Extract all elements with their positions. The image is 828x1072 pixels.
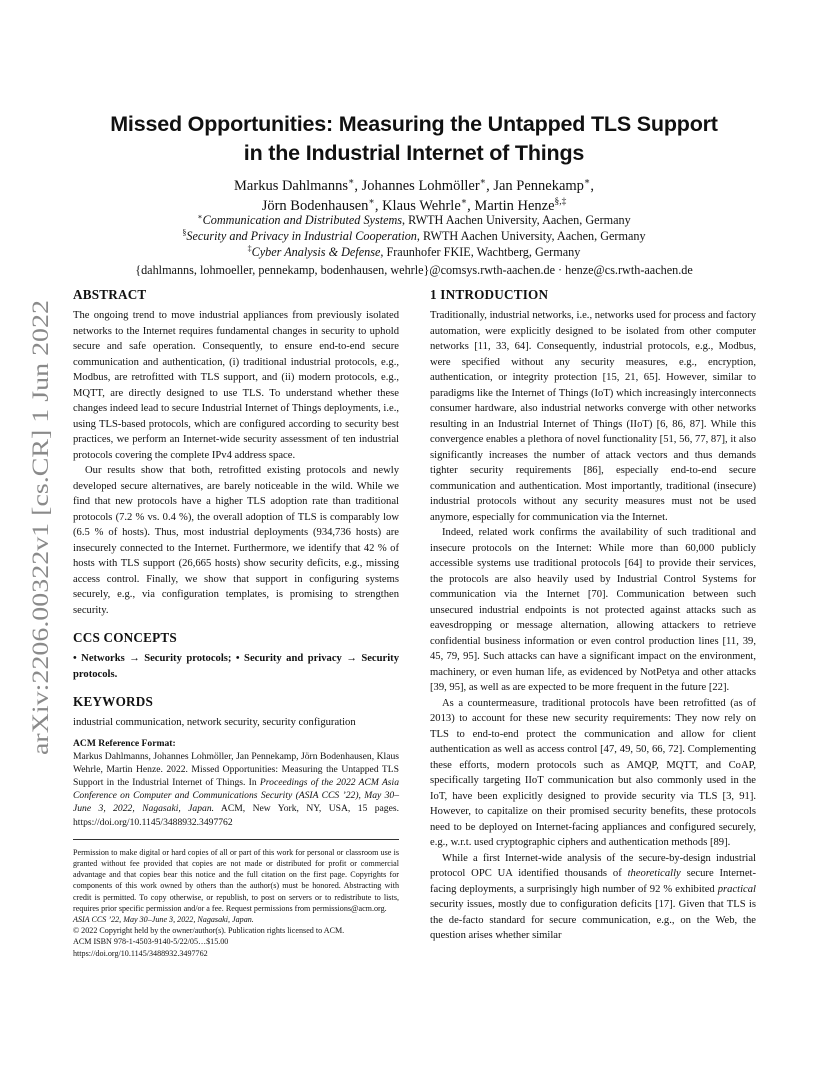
- affiliation-1: ∗Communication and Distributed Systems, RWTH Aachen University, Aachen, Germany: [197, 211, 631, 227]
- conference-info: ASIA CCS ’22, May 30–June 3, 2022, Nagasaki, Japan.: [73, 914, 254, 924]
- left-column: [73, 287, 399, 959]
- doi: https://doi.org/10.1145/3488932.3497762: [73, 948, 208, 958]
- affiliation-2: §Security and Privacy in Industrial Cooperation, RWTH Aachen University, Aachen, Germany: [182, 227, 646, 243]
- paper-title: [60, 110, 768, 168]
- right-column: [430, 287, 756, 944]
- acm-reference: Markus Dahlmanns, Johannes Lohmöller, Jan Pennekamp, Jörn Bodenhausen, Klaus Wehrle, Martin Henze. 2022. Missed Opportunities: Measuring the Untapped TLS Support in the Industrial Internet of Things. In Proceedings of the 2022 ACM Asia Conference on Computer and Communications Security (ASIA CCS ’22), May 30–June 3, 2022, Nagasaki, Japan. ACM, New York, NY, USA, 15 pages. https://doi.org/10.1145/3488932.3497762: [73, 750, 400, 828]
- author-list: [40, 176, 788, 216]
- intro-paragraph: As a countermeasure, traditional protocols have been retrofitted (as of 2013) to account for these new security requirements: They now rely on TLS to end-to-end protect the communication and allow for client authentication as well as access control [47, 49, 50, 66, 72]. Complementing these efforts, modern protocols such as AMQP, MQTT, and CoAP, specifically targeting IIoT communication but also commonly used in the IoT, have been explicitly designed to provide security via TLS [3, 91]. However, to capitalize on their promised security benefits, these protocols need to be deployed on Internet-facing appliances and configured securely, e.g., w.r.t. used cryptographic ciphers and authentication methods [89].: [430, 697, 756, 848]
- affiliations: [40, 212, 788, 278]
- arxiv-stamp-svg: [18, 295, 58, 755]
- author-name: Johannes Lohmöller: [361, 178, 480, 194]
- author-mark: ∗: [348, 177, 355, 188]
- author-emails: {dahlmanns, lohmoeller, pennekamp, bodenhausen, wehrle}@comsys.rwth-aachen.de · henze@cs.rwth-aachen.de: [135, 263, 693, 277]
- arxiv-id: arXiv:2206.00322v1 [cs.CR] 1 Jun 2022: [28, 372, 54, 755]
- abstract-paragraph: The ongoing trend to move industrial appliances from previously isolated networks to the Internet requires fundamental changes in security to uphold secure and safe operation. Consequently, to ensure end-to-end secure communication and authentication, (i) traditional industrial protocols, e.g., Modbus, are retrofitted with TLS support, and (ii) modern protocols, e.g., MQTT, are directly designed to use TLS. To understand whether these changes indeed lead to secure Industrial Internet of Things deployments, i.e., using TLS-based protocols, which are configured according to security best practices, we perform an Internet-wide security assessment of ten industrial protocols covering the complete IPv4 address space.: [73, 310, 399, 461]
- acm-ref-heading: ACM Reference Format:: [73, 737, 176, 749]
- intro-paragraph: While a first Internet-wide analysis of the secure-by-design industrial protocol OPC UA identified thousands of theoretically secure Internet-facing deployments, a surprisingly high number of 92 % exhibited practical security issues, mostly due to configuration deficits [17]. Given that TLS is the de-facto standard for secure communication, e.g., on the Web, the question arises whether similar: [430, 852, 756, 941]
- abstract-heading: ABSTRACT: [73, 287, 147, 302]
- arxiv-stamp: [18, 295, 58, 755]
- author-name: Klaus Wehrle: [382, 198, 461, 214]
- author-name: Jan Pennekamp: [493, 178, 584, 194]
- author-name: Markus Dahlmanns: [234, 178, 348, 194]
- author-mark: ∗: [368, 197, 375, 208]
- keywords: industrial communication, network security, security configuration: [73, 717, 356, 728]
- permission-footer: [73, 839, 399, 959]
- author-name: Martin Henze: [474, 198, 555, 214]
- title-line-1: Missed Opportunities: Measuring the Untapped TLS Support: [110, 112, 718, 136]
- author-mark: ∗: [583, 177, 591, 188]
- title-line-2: in the Industrial Internet of Things: [243, 141, 585, 165]
- copyright: © 2022 Copyright held by the owner/author(s). Publication rights licensed to ACM.: [73, 926, 345, 936]
- intro-heading: 1 INTRODUCTION: [430, 287, 549, 302]
- isbn: ACM ISBN 978-1-4503-9140-5/22/05…$15.00: [73, 937, 229, 947]
- permission-text: Permission to make digital or hard copies of all or part of this work for personal or classroom use is granted without fee provided that copies are not made or distributed for profit or commercial advantage and that copies bear this notice and the full citation on the first page. Copyrights for components of this work owned by others than the author(s) must be honored. Abstracting with credit is permitted. To copy otherwise, or republish, to post on servers or to redistribute to lists, requires prior specific permission and/or a fee. Request permissions from permissions@acm.org.: [73, 847, 399, 913]
- intro-paragraph: Indeed, related work confirms the availability of such traditional and insecure protocols on the Internet: While more than 60,000 publicly accessible systems use traditional protocols [64] to provide their services, the protocols are also heavily used by Industrial Control Systems for communication via the Internet [70]. Communication between such unsecured industrial endpoints is not protected against attacks such as eavesdropping or message alternation, allowing attackers to retrieve confidential business information or even control production lines [11, 39, 45, 79, 95]. Such attacks can have a significant impact on the environment, machinery, or even human life, as evidenced by NotPetya and other attacks [39, 95], as well as are expected to be more frequent in the future [22].: [430, 527, 756, 693]
- author-mark: ∗: [479, 177, 487, 188]
- author-name: Jörn Bodenhausen: [261, 198, 369, 214]
- author-line-1: Markus Dahlmanns∗, Johannes Lohmöller∗, Jan Pennekamp∗,: [234, 177, 594, 194]
- ccs-heading: CCS CONCEPTS: [73, 630, 177, 645]
- ccs-concepts: • Networks → Security protocols; • Security and privacy → Security protocols.: [73, 653, 399, 680]
- author-mark: §,‡: [554, 197, 567, 208]
- author-mark: ∗: [460, 197, 468, 208]
- author-line-2: Jörn Bodenhausen∗, Klaus Wehrle∗, Martin Henze§,‡: [261, 197, 567, 214]
- keywords-heading: KEYWORDS: [73, 694, 154, 709]
- abstract-paragraph: Our results show that both, retrofitted existing protocols and newly developed secure alternatives, are barely noticeable in the wild. While we find that new protocols have a higher TLS adoption rate than traditional protocols (7.2 % vs. 0.4 %), the overall adoption of TLS is comparably low (6.5 % of hosts). Thus, most industrial deployments (934,736 hosts) are insecurely connected to the Internet. Furthermore, we identify that 42 % of hosts with TLS support (26,665 hosts) show security deficits, e.g., missing access control. Finally, we show that support in configuring systems securely, e.g., via configuration templates, is promising to strengthen security.: [73, 465, 399, 616]
- affiliation-3: ‡Cyber Analysis & Defense, Fraunhofer FKIE, Wachtberg, Germany: [247, 243, 581, 259]
- intro-paragraph: Traditionally, industrial networks, i.e., networks used for process and factory automation, were explicitly designed to be isolated from other computer networks [11, 33, 64]. Consequently, industrial protocols, e.g., Modbus, were specified without any security measures, e.g., encryption, authentication, or integrity protection [15, 21, 65]. However, similar to paradigms like the Internet of Things (IoT) which increasingly interconnects consumer hardware, also industrial networks converge with other networks resulting in an Industrial Internet of Things (IIoT) [6, 86, 87]. While this convergence enables a plethora of novel functionality [51, 56, 77, 87], it also significantly increases the number of attack vectors and thus demands tighter security requirements [86], especially end-to-end secure communication and authentication. Most importantly, traditional (insecure) industrial protocols without any security measures must not be used anymore, especially for communication via the Internet.: [430, 310, 756, 523]
